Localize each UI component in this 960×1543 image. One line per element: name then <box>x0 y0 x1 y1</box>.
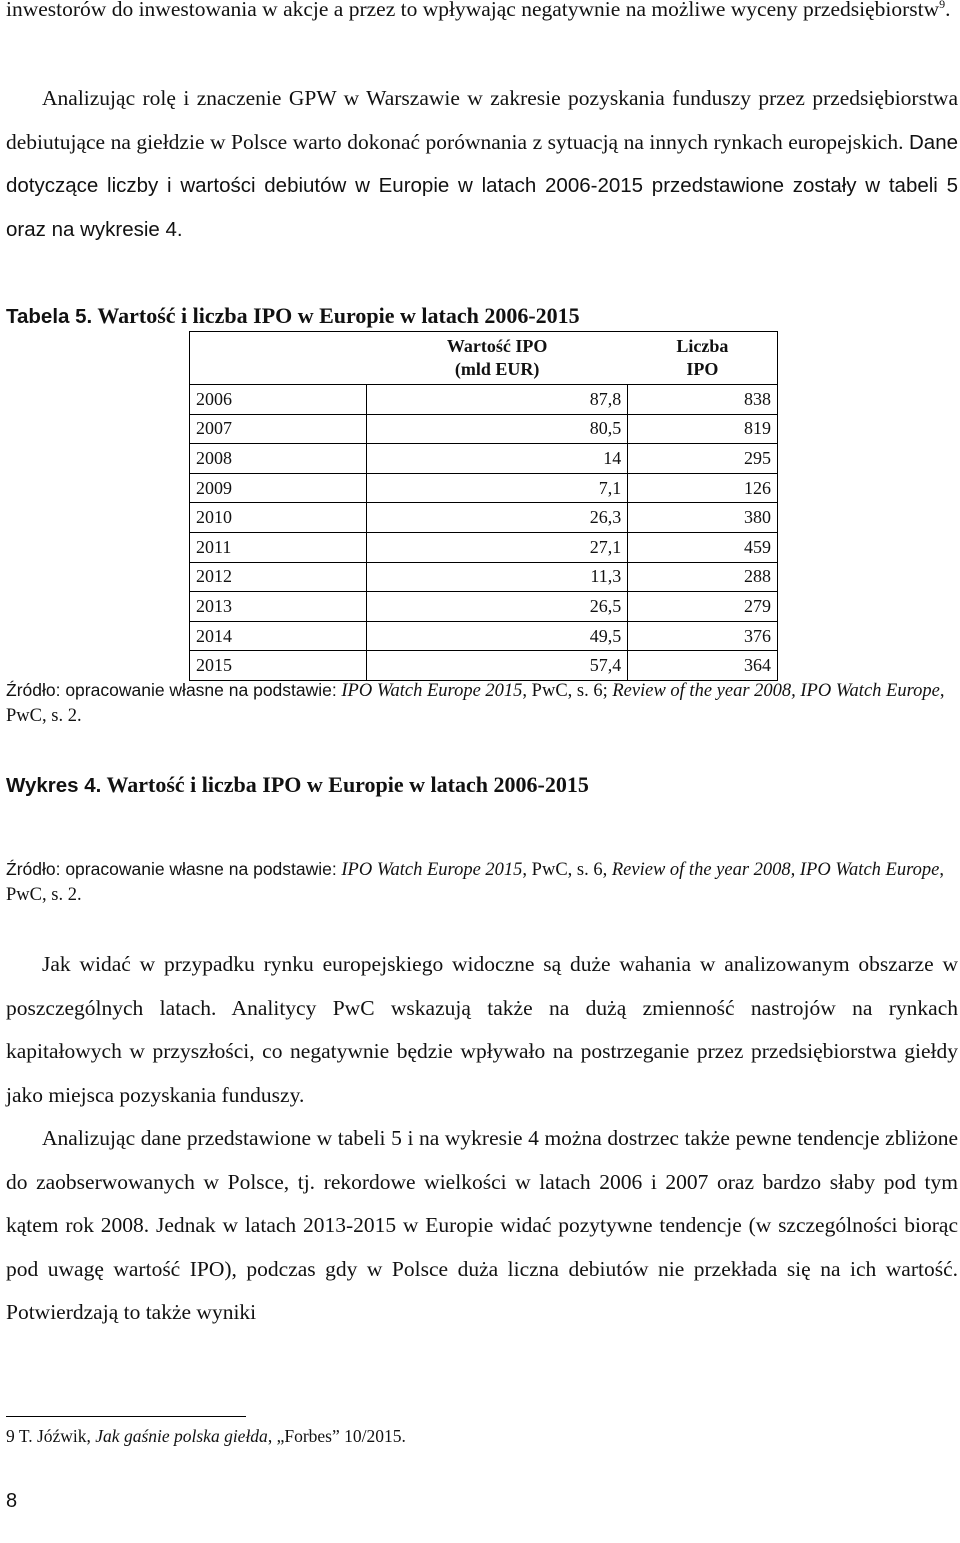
table-cell-year: 2013 <box>190 592 367 622</box>
table-cell-count: 295 <box>628 444 778 474</box>
table-cell-value: 57,4 <box>367 651 628 681</box>
table-row <box>190 592 778 622</box>
table-cell-count: 288 <box>628 562 778 592</box>
table-row <box>190 385 778 415</box>
figure-source: Źródło: opracowanie własne na podstawie: IPO Watch Europe 2015, PwC, s. 6, Review of the year 2008, IPO Watch Europe, PwC, s. 2. <box>6 859 944 905</box>
paragraph-3: Jak widać w przypadku rynku europejskiego widoczne są duże wahania w analizowanym obszarze w poszczególnych latach. Analitycy PwC wskazują także na dużą zmienność nastrojów na rynkach kapitałowych w przyszłości, co negatywnie będzie wpływało na postrzeganie przez przedsiębiorstwa giełdy jako miejsca pozyskania funduszy. <box>6 952 958 1107</box>
table-caption: Tabela 5. Wartość i liczba IPO w Europie w latach 2006-2015 <box>6 303 580 328</box>
table-cell-count: 459 <box>628 532 778 562</box>
table-cell-value: 14 <box>367 444 628 474</box>
table-cell-year: 2007 <box>190 414 367 444</box>
table-row <box>190 473 778 503</box>
table-cell-year: 2015 <box>190 651 367 681</box>
table-row <box>190 532 778 562</box>
table-cell-count: 279 <box>628 592 778 622</box>
figure-caption: Wykres 4. Wartość i liczba IPO w Europie w latach 2006-2015 <box>6 772 589 797</box>
table-cell-count: 376 <box>628 621 778 651</box>
paragraph-1: inwestorów do inwestowania w akcje a przez to wpływając negatywnie na możliwe wyceny przedsiębiorstw$^9$. <box>6 0 958 32</box>
table-cell-value: 26,5 <box>367 592 628 622</box>
header-count: Liczba IPO <box>628 332 778 385</box>
table-cell-value: 7,1 <box>367 473 628 503</box>
paragraph-4: Analizując dane przedstawione w tabeli 5 i na wykresie 4 można dostrzec także pewne tendencje zbliżone do zaobserwowanych w Polsce, tj. rekordowe wielkości w latach 2006 i 2007 oraz bardzo słaby pod tym kątem rok 2008. Jednak w latach 2013-2015 w Europie widać pozytywne tendencje (w szczególności biorąc pod uwagę wartość IPO), podczas gdy w Polsce duża liczna debiutów nie przekłada się na ich wartość. Potwierdzają to także wyniki <box>6 1126 958 1324</box>
table-cell-count: 126 <box>628 473 778 503</box>
table-cell-year: 2008 <box>190 444 367 474</box>
table-source: Źródło: opracowanie własne na podstawie: IPO Watch Europe 2015, PwC, s. 6; Review of the year 2008, IPO Watch Europe, PwC, s. 2. <box>6 680 945 726</box>
table-cell-value: 11,3 <box>367 562 628 592</box>
page-number: 8 <box>6 1490 18 1512</box>
table-cell-value: 87,8 <box>367 385 628 415</box>
table-cell-year: 2006 <box>190 385 367 415</box>
table-cell-value: 49,5 <box>367 621 628 651</box>
table-cell-count: 838 <box>628 385 778 415</box>
table-row <box>190 651 778 681</box>
table-cell-count: 380 <box>628 503 778 533</box>
table-cell-value: 26,3 <box>367 503 628 533</box>
table-header-row <box>190 332 778 385</box>
table-cell-year: 2014 <box>190 621 367 651</box>
table-cell-year: 2011 <box>190 532 367 562</box>
footnote: 9 T. Jóźwik, Jak gaśnie polska giełda, „Forbes” 10/2015. <box>6 1426 406 1446</box>
table-cell-year: 2010 <box>190 503 367 533</box>
header-value: Wartość IPO (mld EUR) <box>367 332 628 385</box>
table-body <box>190 385 778 681</box>
table-row <box>190 621 778 651</box>
table-cell-count: 819 <box>628 414 778 444</box>
table-cell-value: 80,5 <box>367 414 628 444</box>
table-row <box>190 503 778 533</box>
footnote-reference[interactable]: 9 <box>939 0 946 11</box>
table-cell-year: 2009 <box>190 473 367 503</box>
footnote-separator <box>6 1416 246 1417</box>
table-row <box>190 414 778 444</box>
table-cell-count: 364 <box>628 651 778 681</box>
table-cell-year: 2012 <box>190 562 367 592</box>
table-row <box>190 444 778 474</box>
ipo-table <box>189 331 778 681</box>
table-cell-value: 27,1 <box>367 532 628 562</box>
paragraph-2: Analizując rolę i znaczenie GPW w Warszawie w zakresie pozyskania funduszy przez przedsiębiorstwa debiutujące na giełdzie w Polsce warto dokonać porównania z sytuacją na innych rynkach europejskich. Dane dotyczące liczby i wartości debiutów w Europie w latach 2006-2015 przedstawione zostały w tabeli 5 oraz na wykresie 4. <box>6 86 959 241</box>
table-row <box>190 562 778 592</box>
